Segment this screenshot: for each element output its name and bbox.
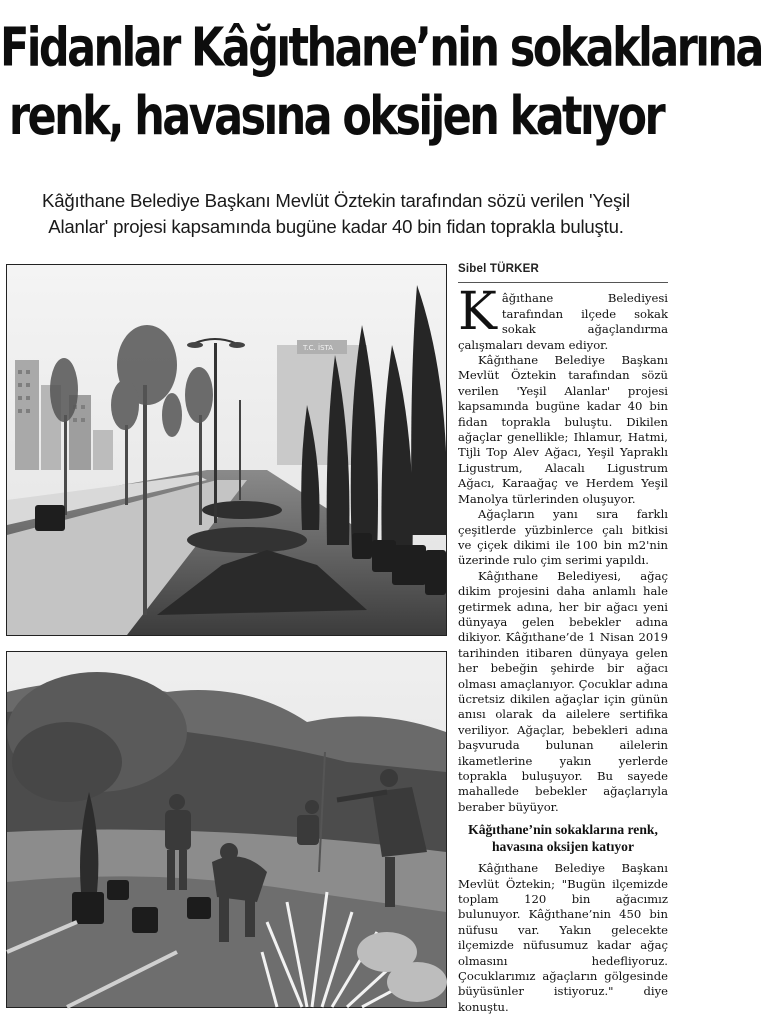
building-sign-text: T.C. İSTA: [303, 344, 334, 352]
article-paragraph-5: Kâğıthane Belediye Başkanı Mevlüt Öztekin; "Bugün ilçemizde toplam 120 bin ağacımız bulunuyor. Kâğıthane’nin 450 bin nüfusu var. Yakın gelecekte ilçemizde nüfusumuz kadar ağaç olmasını hedefliyoruz. Çocuklarımız ağaçların gölgesinde büyüsünler istiyoruz." diye konuştu.: [458, 861, 668, 1014]
article-paragraph-4: Kâğıthane Belediyesi, ağaç dikim projesini daha anlamlı hale getirmek adına, her bir ağacı yeni dünyaya gelen bebekler adına dikiyor. Kâğıthane’de 1 Nisan 2019 tarihinden itibaren dünyaya gelen her bebeğin şehirde bir ağacı olması amaçlanıyor. Çocuklar adına ücretsiz dikilen ağaçlar için günün anısı olarak da ailelere sertifika veriliyor. Ağaçlar, bebekleri adına başvuruda bulunan ailelerin ikametlerine yakın yerlerde toprakla buluşuyor. Bu sayede mahallede bebekler ağaçlarıyla beraber büyüyor.: [458, 568, 668, 814]
article-subheading: Kâğıthane’nin sokaklarına renk, havasına oksijen katıyor: [468, 822, 658, 855]
article-paragraph-2: Kâğıthane Belediye Başkanı Mevlüt Öztekin tarafından sözü verilen 'Yeşil Alanlar' projesi kapsamında bugüne kadar 40 bin fidan toprakla buluştu. Dikilen ağaçlar genellikle; Ihlamur, Hatmi, Tijli Top Alev Ağacı, Yeşil Yapraklı Ligustrum, Alacalı Ligustrum Ağacı, Karaağaç ve Herdem Yeşil Manolya türlerinden oluşuyor.: [458, 353, 668, 506]
headline: [0, 14, 762, 152]
article-column: [458, 262, 668, 1015]
street-trees-photo: [6, 264, 447, 636]
dropcap: K: [458, 282, 497, 343]
deck-line-1: Kâğıthane Belediye Başkanı Mevlüt Öztekin tarafından sözü verilen 'Yeşil: [42, 190, 630, 211]
headline-line-2: renk, havasına oksijen katıyor: [8, 85, 664, 148]
article-paragraph-3: Ağaçların yanı sıra farklı çeşitlerde yüzbinlerce çalı bitkisi ve çiçek dikimi ile 100 bin m2'nin üzerinde rulo çim serimi yapıldı.: [458, 507, 668, 568]
deck-line-2: Alanlar' projesi kapsamında bugüne kadar 40 bin fidan toprakla buluştu.: [48, 216, 624, 237]
paragraph-1-text: âğıthane Belediyesi tarafından ilçede sokak sokak ağaçlandırma çalışmaları devam ediyor.: [458, 291, 668, 352]
street-trees-illustration: [7, 265, 446, 635]
headline-line-1: Fidanlar Kâğıthane’nin sokaklarına: [0, 16, 762, 79]
article-paragraph-1: [458, 282, 668, 353]
article-deck: [6, 188, 666, 240]
byline: Sibel TÜRKER: [458, 262, 668, 283]
workers-planting-photo: [6, 651, 447, 1008]
workers-planting-illustration: [7, 652, 446, 1007]
